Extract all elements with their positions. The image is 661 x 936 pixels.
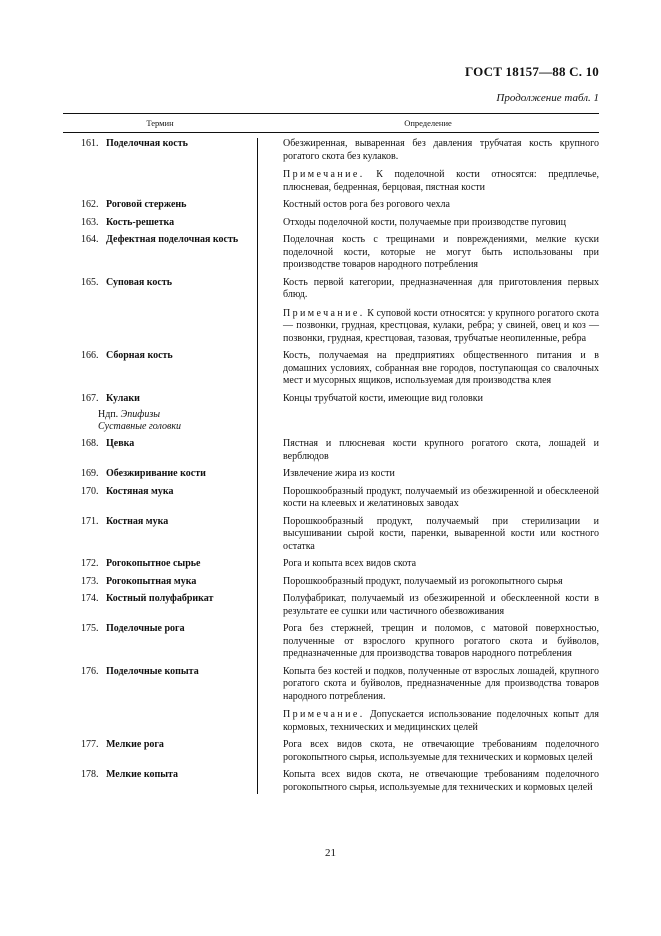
term-number: 163. <box>81 216 99 228</box>
term-number: 175. <box>81 623 99 634</box>
term-number: 167. <box>81 392 99 404</box>
definition-text: Поделочная кость с трещинами и повреждениями, мелкие куски поделочной кости, которые не могут быть использованы при производстве товаров народного потребления <box>283 234 599 270</box>
term-cell <box>63 468 257 481</box>
page-number: 21 <box>325 847 336 859</box>
definition-text: Копыта без костей и подков, полученные от взрослых лошадей, крупного рогатого скота и буйволов, предназначенные для производства товаров народного потребления. <box>283 665 599 702</box>
table-row <box>63 516 599 554</box>
term-name: Костный полуфабрикат <box>106 593 214 604</box>
term-number: 173. <box>81 575 99 587</box>
deprecated-synonyms <box>63 409 599 433</box>
term-number: 164. <box>81 234 99 245</box>
term-cell <box>63 277 257 346</box>
term-number: 178. <box>81 769 99 780</box>
definition-cell <box>257 623 599 661</box>
term-number: 171. <box>81 515 99 527</box>
table-row <box>63 234 599 272</box>
term-name: Поделочная кость <box>106 138 188 149</box>
definition-cell <box>257 217 599 230</box>
term-number: 170. <box>81 485 99 497</box>
term-name: Рогокопытное сырье <box>106 558 201 569</box>
definition-text: Извлечение жира из кости <box>283 468 395 479</box>
term-cell <box>63 516 257 554</box>
term-name: Костяная мука <box>106 485 174 497</box>
note-text: К поделочной кости относятся: предплечье, плюсневая, бедренная, берцовая, пястная кости <box>283 169 600 193</box>
term-number: 168. <box>81 438 99 449</box>
term-number: 176. <box>81 665 99 677</box>
term-cell <box>63 199 257 212</box>
definition-text: Порошкообразный продукт, получаемый из рогокопытного сырья <box>283 575 563 587</box>
definition-cell <box>257 739 599 764</box>
term-name: Кость-решетка <box>106 216 175 228</box>
definition-cell <box>257 199 599 212</box>
table-row <box>63 393 599 406</box>
term-cell <box>63 558 257 571</box>
definition-cell <box>257 769 599 794</box>
definition-cell <box>257 234 599 272</box>
note-text: К суповой кости относятся: у крупного рогатого скота — позвонки, грудная, крестцовая, кулаки, ребра; у свиней, овец и коз — позвонки, грудная, крестцовая, тазовая, трубчатые неопиленные, ребра <box>283 307 599 344</box>
definition-cell <box>257 468 599 481</box>
term-name: Поделочные копыта <box>106 665 199 677</box>
table-row <box>63 277 599 346</box>
term-cell <box>63 576 257 589</box>
definition-cell <box>257 516 599 554</box>
definition-cell <box>257 558 599 571</box>
definition-text: Порошкообразный продукт, получаемый из обезжиренной и обесклееной кости на клеевых и желатиновых заводах <box>283 485 599 509</box>
term-number: 174. <box>81 593 99 604</box>
table-row <box>63 593 599 618</box>
term-number: 177. <box>81 739 99 750</box>
definition-text: Рога всех видов скота, не отвечающие требованиям поделочного рогокопытного сырья, используемые для технических и кормовых целей <box>283 739 599 763</box>
term-name: Роговой стержень <box>106 199 187 210</box>
term-number: 162. <box>81 199 99 210</box>
term-cell <box>63 739 257 764</box>
definition-text: Порошкообразный продукт, получаемый при стерилизации и высушивании сырой кости, паренки, вываренной кости или костного остатка <box>283 515 599 552</box>
term-number: 161. <box>81 138 99 149</box>
table-row <box>63 739 599 764</box>
note-label: Примечание. <box>283 709 365 720</box>
term-cell <box>63 438 257 463</box>
note <box>283 709 599 734</box>
term-cell <box>63 217 257 230</box>
term-name: Сборная кость <box>106 350 173 361</box>
column-header-term: Термин <box>146 118 174 128</box>
term-name: Суповая кость <box>106 276 173 288</box>
term-number: 172. <box>81 558 99 569</box>
table-body <box>63 138 599 794</box>
term-cell <box>63 234 257 272</box>
definition-text: Рога без стержней, трещин и поломов, с матовой поверхностью, полученные от взрослого крупного рогатого скота и буйволов, предназначенные для производства товаров народного потребления <box>283 623 599 659</box>
term-cell <box>63 769 257 794</box>
definition-text: Копыта всех видов скота, не отвечающие требованиям поделочного рогокопытного сырья, используемые для технических и кормовых целей <box>283 769 599 793</box>
table-row <box>63 350 599 388</box>
column-header-definition: Определение <box>404 118 452 128</box>
table-row <box>63 217 599 230</box>
term-name: Дефектная поделочная кость <box>106 234 239 245</box>
term-cell <box>63 138 257 194</box>
term-cell <box>63 486 257 511</box>
deprecated-term: Эпифизы <box>120 409 160 420</box>
term-name: Мелкие рога <box>106 739 164 750</box>
term-cell <box>63 623 257 661</box>
term-cell <box>63 666 257 735</box>
definition-cell <box>257 576 599 589</box>
definition-cell <box>257 350 599 388</box>
definition-text: Отходы поделочной кости, получаемые при производстве пуговиц <box>283 216 566 228</box>
term-name: Костная мука <box>106 515 169 527</box>
term-cell <box>63 350 257 388</box>
definition-text: Кость, получаемая на предприятиях общественного питания и в домашних условиях, собранная вне городов, поступающая со свалочных мест и мусорных ящиков, используемая для производства клея <box>283 350 599 386</box>
term-name: Мелкие копыта <box>106 769 179 780</box>
definition-text: Обезжиренная, вываренная без давления трубчатая кость крупного рогатого скота без кулаков. <box>283 138 599 162</box>
definition-cell <box>257 666 599 735</box>
term-cell <box>63 593 257 618</box>
term-number: 169. <box>81 468 99 479</box>
terms-table <box>63 113 599 794</box>
definition-cell <box>257 277 599 346</box>
column-divider <box>257 138 258 794</box>
definition-cell <box>257 393 599 406</box>
document-header: ГОСТ 18157—88 С. 10 <box>465 64 599 79</box>
table-row <box>63 769 599 794</box>
table-row <box>63 623 599 661</box>
definition-text: Костный остов рога без рогового чехла <box>283 199 450 210</box>
table-header <box>63 113 599 133</box>
table-row <box>63 468 599 481</box>
term-name: Кулаки <box>106 392 140 404</box>
note <box>283 308 599 346</box>
table-row <box>63 438 599 463</box>
definition-cell <box>257 438 599 463</box>
table-row <box>63 558 599 571</box>
term-name: Рогокопытная мука <box>106 575 197 587</box>
definition-text: Концы трубчатой кости, имеющие вид головки <box>283 392 483 404</box>
term-name: Поделочные рога <box>106 623 185 634</box>
term-name: Обезжиривание кости <box>106 468 206 479</box>
table-row <box>63 199 599 212</box>
table-continuation-caption: Продолжение табл. 1 <box>496 92 599 104</box>
deprecated-prefix: Ндп. <box>98 409 119 420</box>
definition-cell <box>257 138 599 194</box>
deprecated-term: Суставные головки <box>98 421 182 432</box>
definition-cell <box>257 593 599 618</box>
table-row <box>63 576 599 589</box>
term-number: 165. <box>81 276 99 288</box>
definition-text: Пястная и плюсневая кости крупного рогатого скота, лошадей и верблюдов <box>283 438 599 462</box>
term-number: 166. <box>81 350 99 361</box>
table-row <box>63 666 599 735</box>
note-label: Примечание. <box>283 169 365 180</box>
note <box>283 169 599 194</box>
definition-text: Кость первой категории, предназначенная для приготовления первых блюд. <box>283 276 599 300</box>
definition-text: Рога и копыта всех видов скота <box>283 558 417 569</box>
definition-text: Полуфабрикат, получаемый из обезжиренной и обесклеенной кости в результате ее сушки или частичного обезвоживания <box>283 593 599 617</box>
note-text: Допускается использование поделочных копыт для кормовых, технических и медицинских целей <box>283 709 599 733</box>
term-cell <box>63 393 257 406</box>
note-label: Примечание. <box>283 307 365 319</box>
table-row <box>63 138 599 194</box>
definition-cell <box>257 486 599 511</box>
term-name: Цевка <box>106 438 135 449</box>
table-row <box>63 486 599 511</box>
